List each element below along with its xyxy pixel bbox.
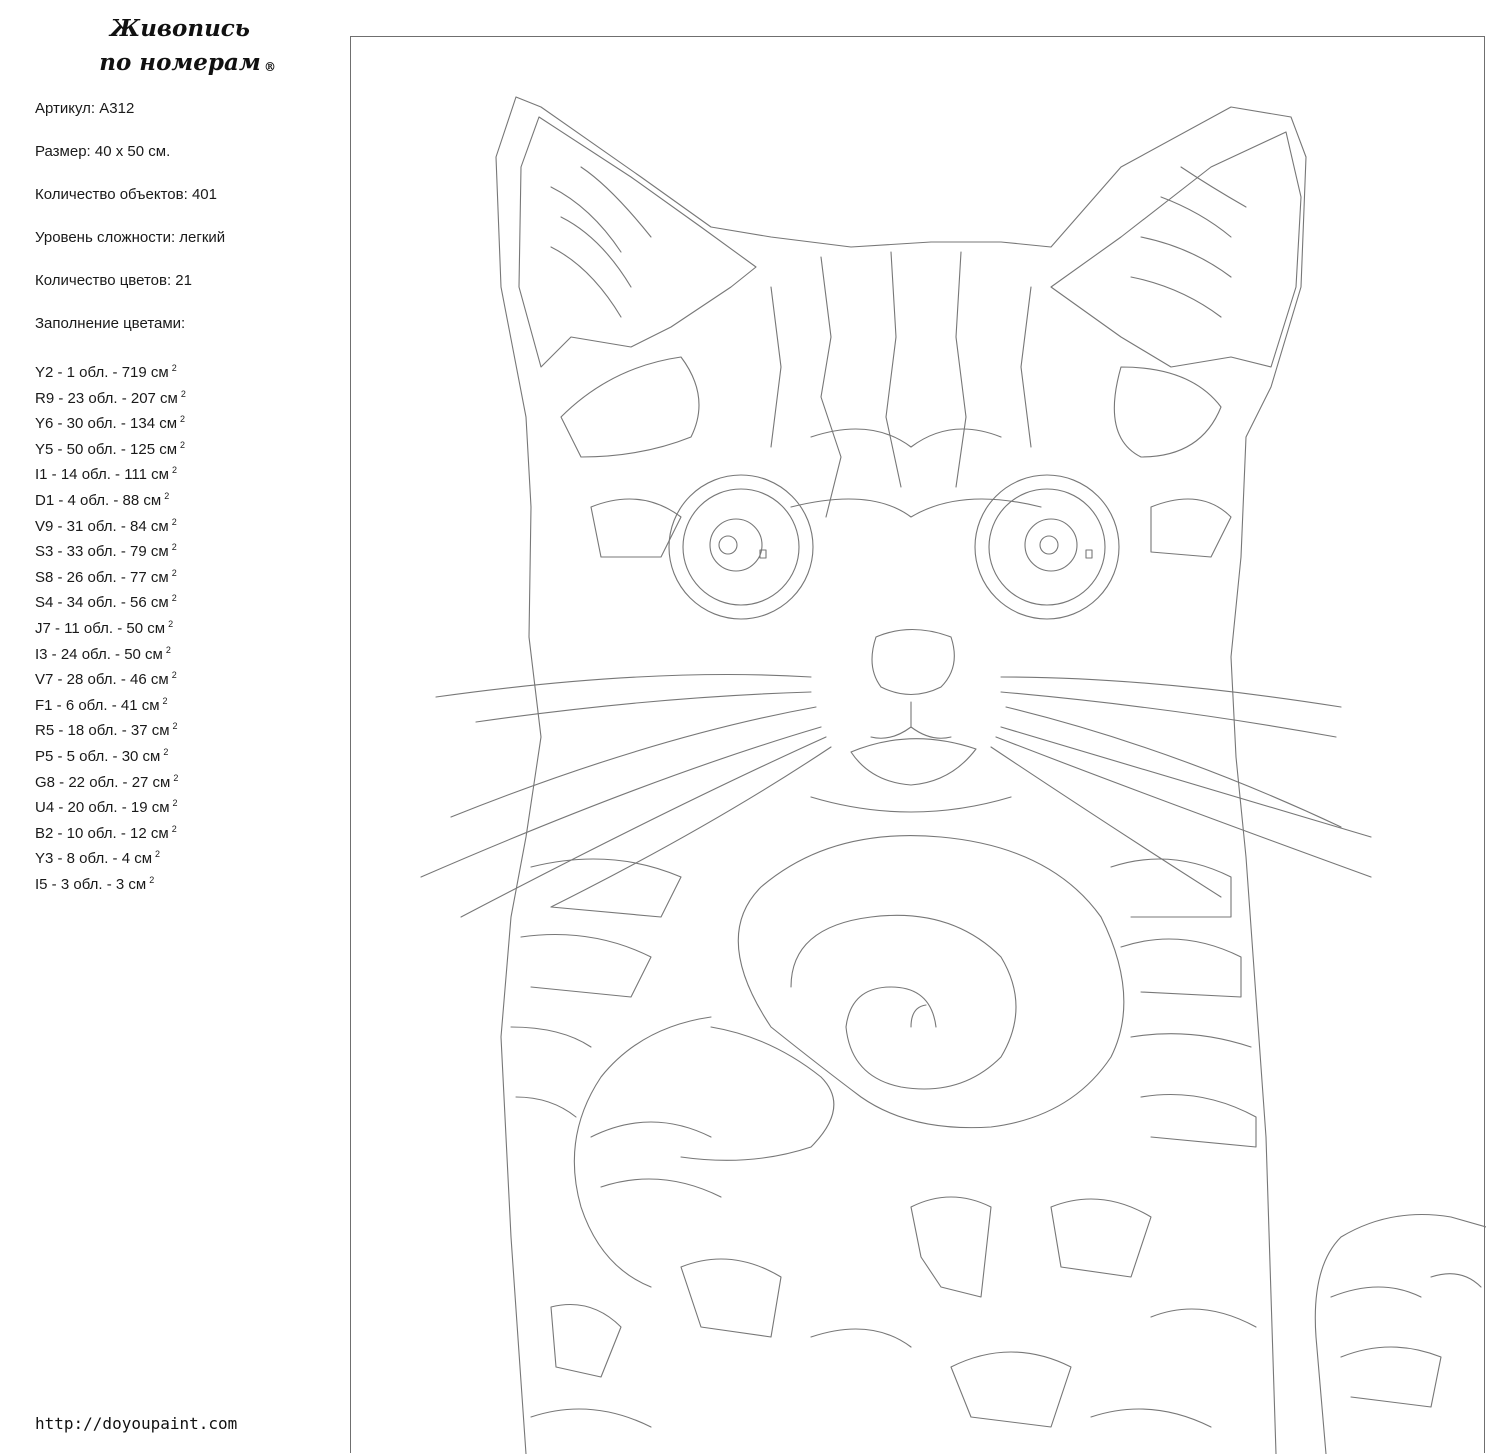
brand-line-1: Живопись — [80, 12, 280, 46]
legend-row — [35, 563, 186, 589]
legend-unit-superscript: 2 — [149, 875, 154, 885]
legend-row — [35, 460, 186, 486]
legend-row-text: I3 - 24 обл. - 50 см — [35, 646, 163, 663]
legend-unit-superscript: 2 — [172, 542, 177, 552]
legend-unit-superscript: 2 — [172, 593, 177, 603]
article-text: Артикул: A312 — [35, 98, 225, 119]
legend-unit-superscript: 2 — [172, 670, 177, 680]
brand-logo — [80, 12, 280, 80]
legend-row-text: G8 - 22 обл. - 27 см — [35, 774, 170, 791]
legend-row-text: R9 - 23 обл. - 207 см — [35, 390, 178, 407]
colors-count-text: Количество цветов: 21 — [35, 270, 225, 291]
legend-row-text: J7 - 11 обл. - 50 см — [35, 620, 165, 637]
legend-row — [35, 691, 186, 717]
legend-row — [35, 384, 186, 410]
legend-row-text: F1 - 6 обл. - 41 см — [35, 697, 160, 714]
legend-row-text: V9 - 31 обл. - 84 см — [35, 518, 169, 535]
legend-unit-superscript: 2 — [164, 491, 169, 501]
legend-unit-superscript: 2 — [173, 798, 178, 808]
legend-row-text: R5 - 18 обл. - 37 см — [35, 722, 170, 739]
second-paw — [1315, 1215, 1486, 1454]
legend-row-text: Y5 - 50 обл. - 125 см — [35, 441, 177, 458]
legend-row — [35, 409, 186, 435]
lollipop — [738, 836, 1124, 1128]
cat-outline — [496, 97, 1306, 1454]
legend-unit-superscript: 2 — [166, 645, 171, 655]
legend-row-text: Y6 - 30 обл. - 134 см — [35, 415, 177, 432]
legend-unit-superscript: 2 — [163, 747, 168, 757]
size-text: Размер: 40 x 50 см. — [35, 141, 225, 162]
legend-row — [35, 768, 186, 794]
coloring-canvas — [350, 36, 1485, 1453]
legend-unit-superscript: 2 — [163, 696, 168, 706]
legend-unit-superscript: 2 — [172, 363, 177, 373]
legend-unit-superscript: 2 — [168, 619, 173, 629]
legend-unit-superscript: 2 — [172, 824, 177, 834]
legend-row-text: U4 - 20 обл. - 19 см — [35, 799, 170, 816]
difficulty-text: Уровень сложности: легкий — [35, 227, 225, 248]
legend-row-text: S8 - 26 обл. - 77 см — [35, 569, 169, 586]
legend-unit-superscript: 2 — [172, 465, 177, 475]
legend-row — [35, 435, 186, 461]
legend-row-text: I5 - 3 обл. - 3 см — [35, 876, 146, 893]
fill-header: Заполнение цветами: — [35, 313, 225, 334]
cat-line-art — [351, 37, 1486, 1454]
legend-unit-superscript: 2 — [180, 440, 185, 450]
legend-unit-superscript: 2 — [155, 849, 160, 859]
legend-row — [35, 819, 186, 845]
info-sidebar — [0, 0, 350, 1453]
legend-row-text: Y2 - 1 обл. - 719 см — [35, 364, 169, 381]
legend-row — [35, 486, 186, 512]
legend-unit-superscript: 2 — [173, 721, 178, 731]
legend-row-text: P5 - 5 обл. - 30 см — [35, 748, 160, 765]
color-legend — [35, 358, 186, 895]
legend-row-text: S4 - 34 обл. - 56 см — [35, 594, 169, 611]
product-info — [35, 98, 225, 356]
legend-row-text: D1 - 4 обл. - 88 см — [35, 492, 161, 509]
legend-row — [35, 665, 186, 691]
registered-mark: ® — [264, 50, 276, 84]
legend-row — [35, 640, 186, 666]
legend-row-text: S3 - 33 обл. - 79 см — [35, 543, 169, 560]
legend-row — [35, 614, 186, 640]
legend-unit-superscript: 2 — [172, 568, 177, 578]
left-eye-outer — [669, 475, 813, 619]
brand-line-2: по номерам — [80, 46, 280, 80]
legend-unit-superscript: 2 — [181, 389, 186, 399]
legend-row — [35, 793, 186, 819]
legend-row — [35, 512, 186, 538]
legend-unit-superscript: 2 — [173, 773, 178, 783]
legend-row — [35, 844, 186, 870]
cat-paw — [574, 1017, 711, 1287]
legend-row — [35, 358, 186, 384]
cat-nose — [872, 630, 954, 695]
objects-count-text: Количество объектов: 401 — [35, 184, 225, 205]
right-eye-outer — [975, 475, 1119, 619]
legend-row-text: Y3 - 8 обл. - 4 см — [35, 850, 152, 867]
legend-row — [35, 537, 186, 563]
website-url: http://doyoupaint.com — [35, 1414, 237, 1433]
legend-row-text: V7 - 28 обл. - 46 см — [35, 671, 169, 688]
legend-row — [35, 742, 186, 768]
legend-row — [35, 588, 186, 614]
legend-row — [35, 716, 186, 742]
legend-unit-superscript: 2 — [180, 414, 185, 424]
legend-row — [35, 870, 186, 896]
legend-row-text: I1 - 14 обл. - 111 см — [35, 466, 169, 483]
legend-unit-superscript: 2 — [172, 517, 177, 527]
legend-row-text: B2 - 10 обл. - 12 см — [35, 825, 169, 842]
